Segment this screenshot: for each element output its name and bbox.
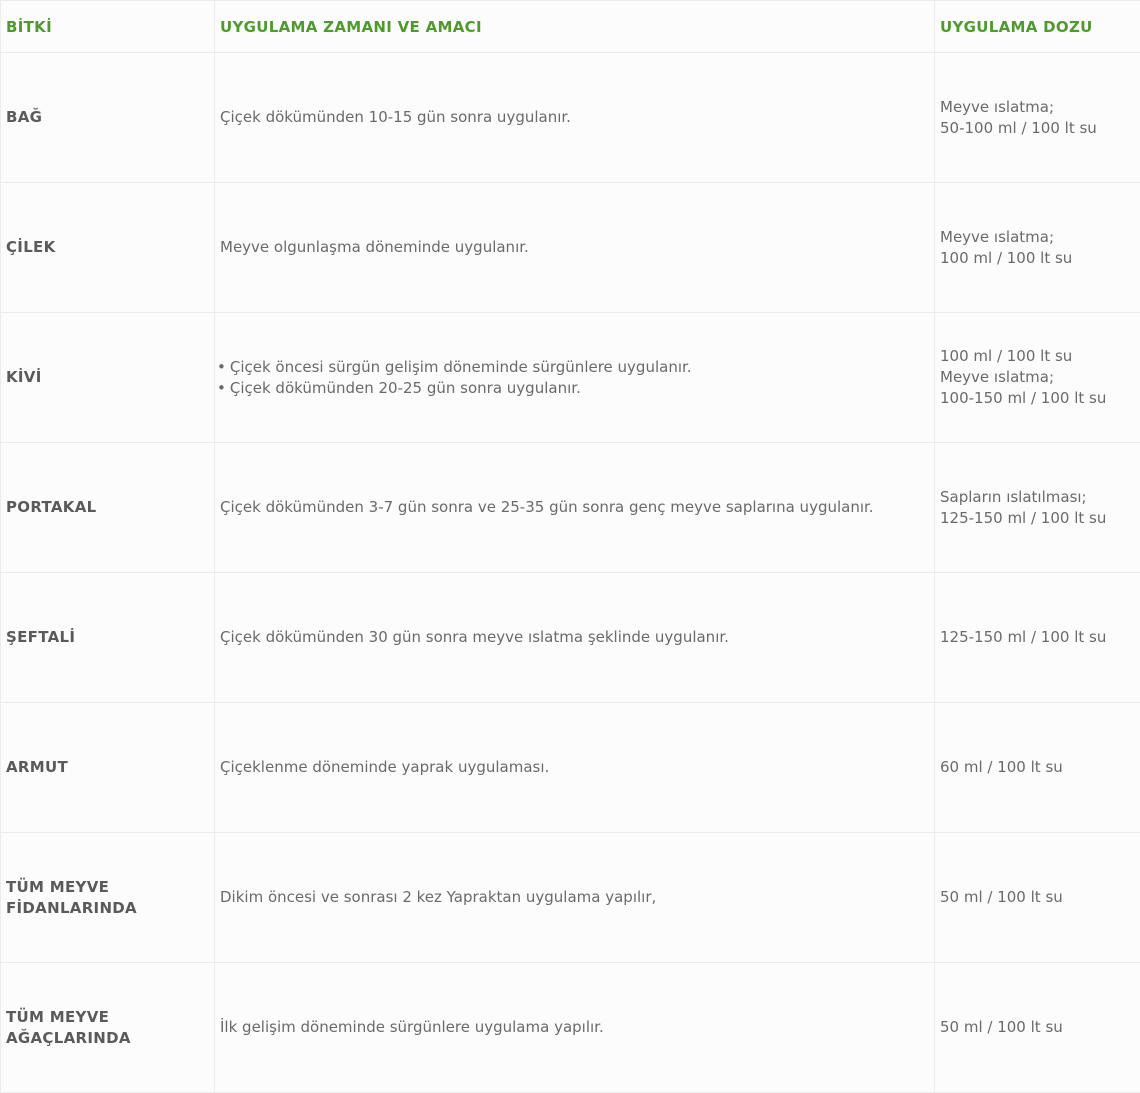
timing-cell-line: Meyve olgunlaşma döneminde uygulanır. bbox=[220, 238, 529, 256]
dose-cell-line: 125-150 ml / 100 lt su bbox=[940, 628, 1107, 646]
dose-cell-line: 50 ml / 100 lt su bbox=[940, 888, 1063, 906]
dose-cell bbox=[935, 183, 1140, 313]
dose-cell-line: Meyve ıslatma; bbox=[940, 227, 1055, 246]
dose-cell-line: Meyve ıslatma; bbox=[940, 97, 1055, 116]
plant-cell bbox=[1, 443, 215, 573]
plant-cell-line: PORTAKAL bbox=[6, 498, 97, 516]
dose-cell bbox=[935, 963, 1140, 1093]
plant-cell-line: TÜM MEYVE bbox=[6, 1007, 110, 1026]
dose-cell bbox=[935, 573, 1140, 703]
timing-cell-line: Çiçek dökümünden 30 gün sonra meyve ıslatma şeklinde uygulanır. bbox=[220, 628, 729, 646]
timing-cell-line: • Çiçek dökümünden 20-25 gün sonra uygulanır. bbox=[217, 378, 930, 399]
dose-cell bbox=[935, 443, 1140, 573]
plant-cell-line: ARMUT bbox=[6, 758, 68, 776]
header-plant: BİTKİ bbox=[1, 1, 215, 53]
timing-cell bbox=[215, 53, 935, 183]
timing-cell bbox=[215, 963, 935, 1093]
header-timing: UYGULAMA ZAMANI VE AMACI bbox=[215, 1, 935, 53]
timing-cell-line: İlk gelişim döneminde sürgünlere uygulama yapılır. bbox=[220, 1018, 604, 1036]
table-row bbox=[1, 573, 1140, 703]
plant-cell-line: AĞAÇLARINDA bbox=[6, 1028, 131, 1047]
dose-cell-line: 100 ml / 100 lt su bbox=[940, 347, 1073, 365]
timing-cell-line: Çiçek dökümünden 10-15 gün sonra uygulanır. bbox=[220, 108, 571, 126]
table-body bbox=[1, 53, 1140, 1093]
timing-cell bbox=[215, 833, 935, 963]
dose-cell-line: Meyve ıslatma; bbox=[940, 368, 1055, 386]
timing-cell bbox=[215, 703, 935, 833]
table-row bbox=[1, 183, 1140, 313]
plant-cell bbox=[1, 313, 215, 443]
plant-cell bbox=[1, 53, 215, 183]
table-row bbox=[1, 833, 1140, 963]
table-row bbox=[1, 963, 1140, 1093]
dose-cell-line: 60 ml / 100 lt su bbox=[940, 758, 1063, 776]
timing-cell-line: Çiçek dökümünden 3-7 gün sonra ve 25-35 gün sonra genç meyve saplarına uygulanır. bbox=[220, 498, 874, 516]
header-dose: UYGULAMA DOZU bbox=[935, 1, 1140, 53]
plant-cell-line: TÜM MEYVE bbox=[6, 877, 110, 896]
dose-cell-line: 50-100 ml / 100 lt su bbox=[940, 118, 1097, 137]
timing-cell bbox=[215, 183, 935, 313]
dose-cell-line: 50 ml / 100 lt su bbox=[940, 1018, 1063, 1036]
dose-cell-line: 100-150 ml / 100 lt su bbox=[940, 389, 1107, 407]
timing-cell bbox=[215, 443, 935, 573]
plant-cell bbox=[1, 963, 215, 1093]
table-row bbox=[1, 703, 1140, 833]
table-header bbox=[1, 1, 1140, 53]
plant-cell-line: BAĞ bbox=[6, 108, 43, 126]
plant-cell bbox=[1, 573, 215, 703]
timing-cell-line: Çiçeklenme döneminde yaprak uygulaması. bbox=[220, 758, 550, 776]
plant-cell-line: ÇİLEK bbox=[6, 238, 56, 256]
table-row bbox=[1, 443, 1140, 573]
dose-cell-line: 125-150 ml / 100 lt su bbox=[940, 508, 1107, 527]
table-row bbox=[1, 53, 1140, 183]
plant-cell-line: KİVİ bbox=[6, 368, 42, 386]
dose-cell bbox=[935, 703, 1140, 833]
plant-cell bbox=[1, 703, 215, 833]
dose-cell bbox=[935, 833, 1140, 963]
dose-cell bbox=[935, 53, 1140, 183]
table-row bbox=[1, 313, 1140, 443]
plant-cell-line: FİDANLARINDA bbox=[6, 898, 137, 917]
timing-cell bbox=[215, 573, 935, 703]
header-row bbox=[1, 1, 1140, 53]
plant-cell bbox=[1, 833, 215, 963]
timing-cell-line: • Çiçek öncesi sürgün gelişim döneminde sürgünlere uygulanır. bbox=[217, 357, 930, 378]
dose-cell bbox=[935, 313, 1140, 443]
dose-cell-line: Sapların ıslatılması; bbox=[940, 487, 1087, 506]
dose-cell-line: 100 ml / 100 lt su bbox=[940, 248, 1073, 267]
timing-cell bbox=[215, 313, 935, 443]
timing-cell-line: Dikim öncesi ve sonrası 2 kez Yapraktan uygulama yapılır, bbox=[220, 888, 657, 906]
plant-cell bbox=[1, 183, 215, 313]
plant-cell-line: ŞEFTALİ bbox=[6, 628, 76, 646]
